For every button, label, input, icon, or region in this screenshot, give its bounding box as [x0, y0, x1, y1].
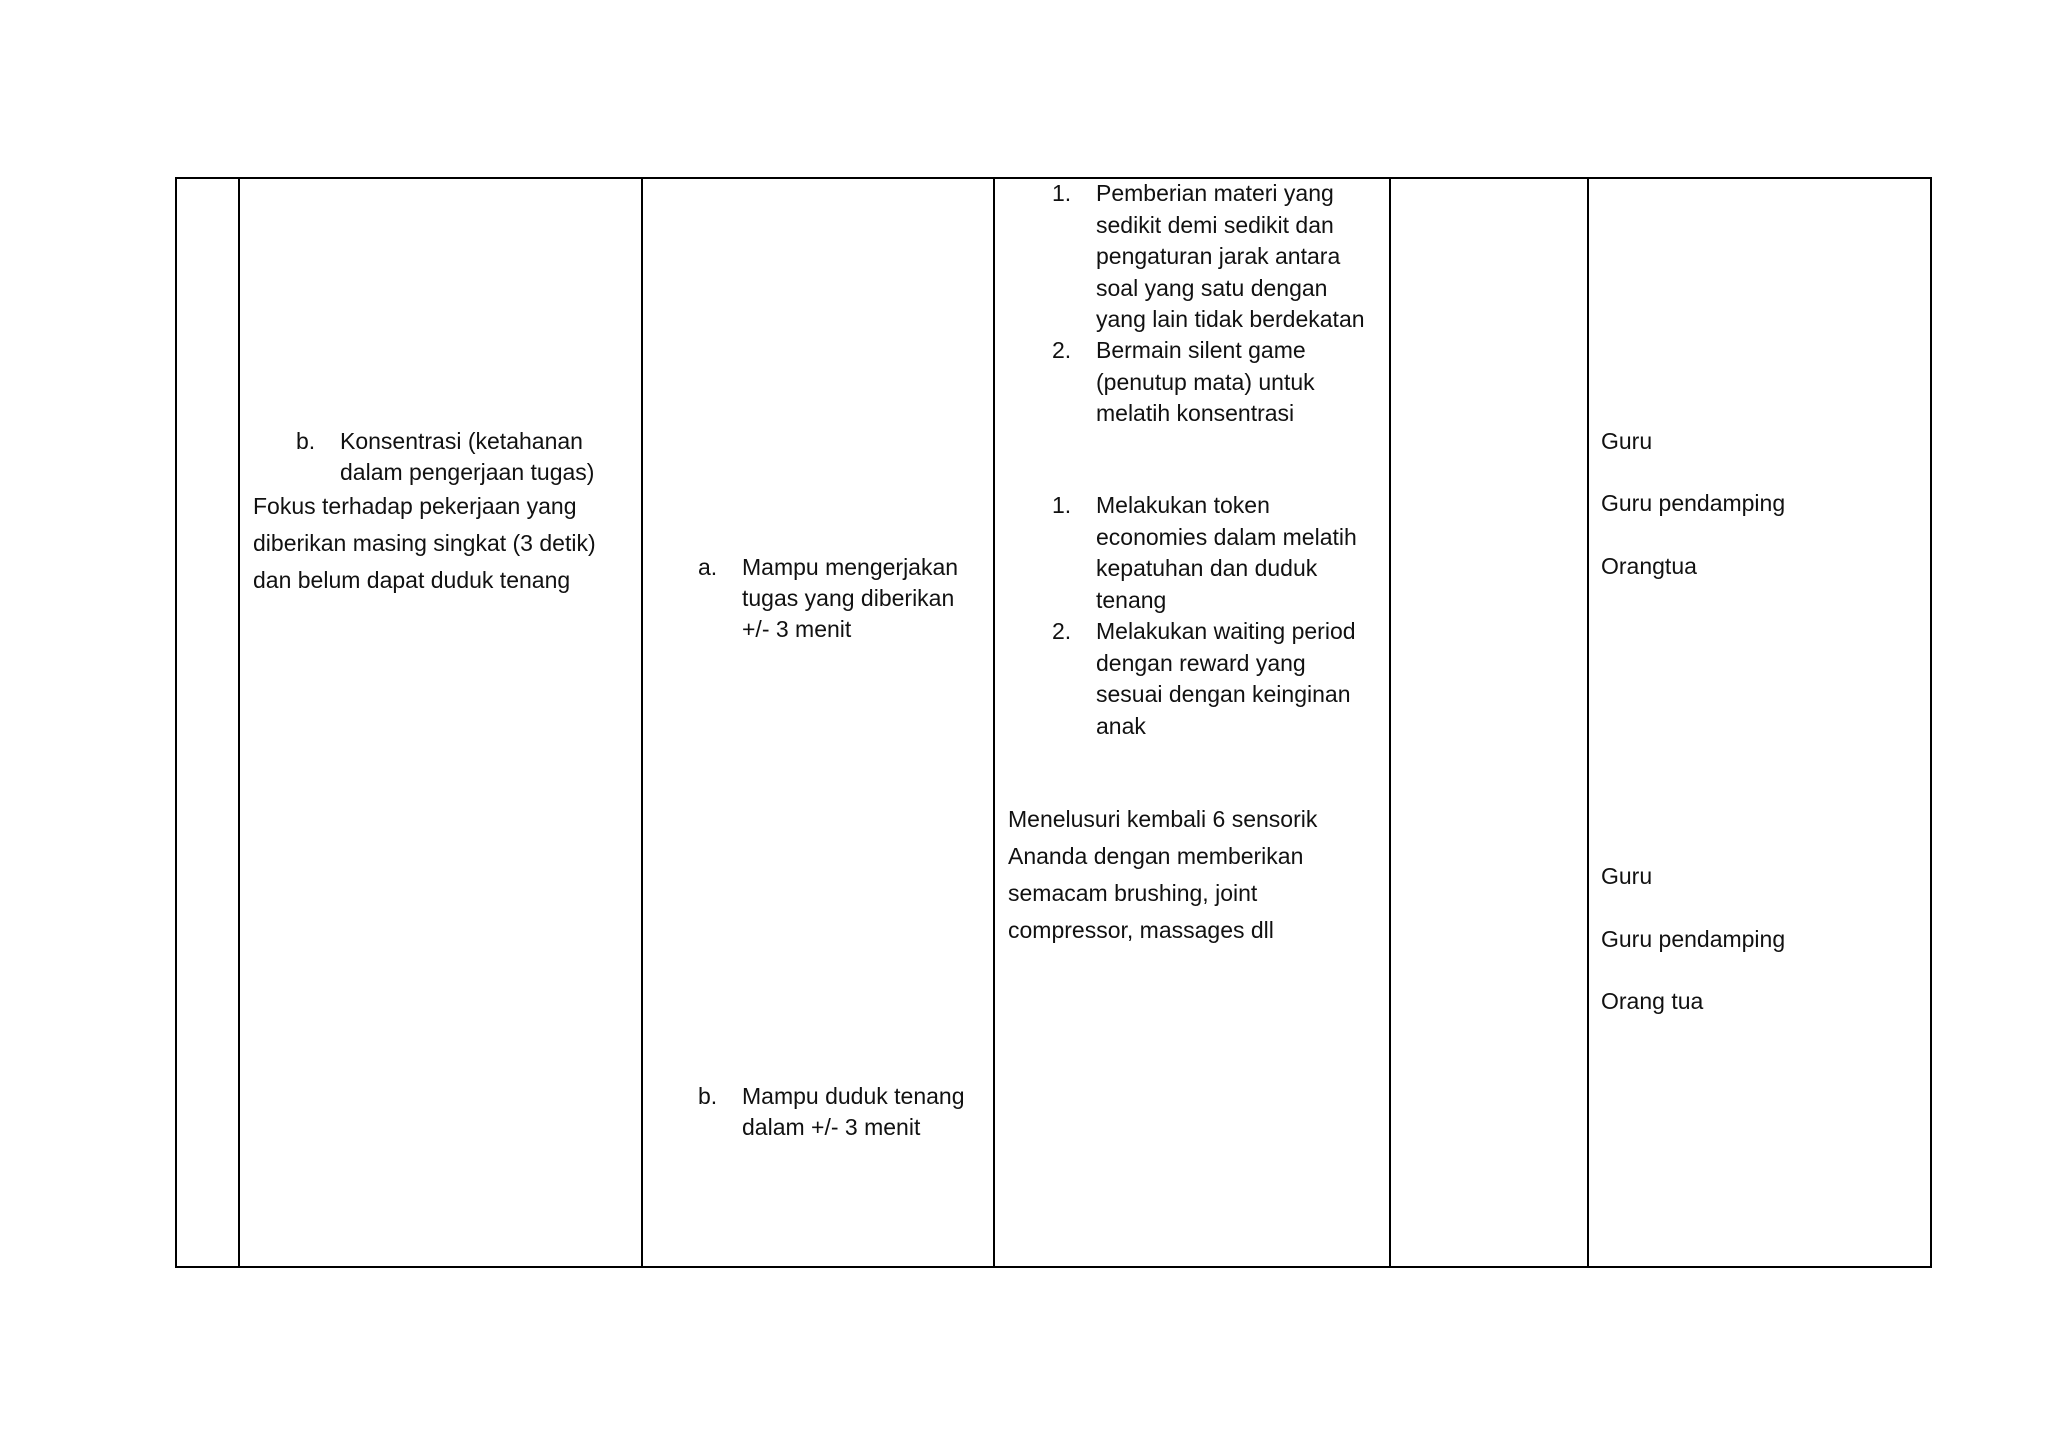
activity-line: kepatuhan dan duduk [1096, 555, 1318, 581]
list-marker: b. [698, 1083, 718, 1109]
activity-line: melatih konsentrasi [1096, 400, 1295, 426]
column-divider [993, 179, 995, 1266]
goal-line: tugas yang diberikan [742, 585, 955, 611]
list-marker: 2. [1052, 618, 1072, 644]
goal-line: Mampu duduk tenang [742, 1083, 965, 1109]
activity-line: economies dalam melatih [1096, 523, 1357, 550]
responsible-person: Guru [1601, 863, 1653, 889]
description-line: Fokus terhadap pekerjaan yang [253, 493, 577, 519]
activity-line: dengan reward yang [1096, 649, 1306, 676]
goal-line: +/- 3 menit [742, 616, 852, 642]
column-divider [1389, 179, 1391, 1266]
activity-line: anak [1096, 712, 1146, 739]
list-marker: b. [296, 428, 316, 454]
column-divider [238, 179, 240, 1266]
list-marker: 1. [1052, 492, 1072, 518]
activity-line: Pemberian materi yang [1096, 180, 1334, 206]
list-item-line: Konsentrasi (ketahanan [340, 428, 583, 454]
goal-line: Mampu mengerjakan [742, 554, 959, 580]
activity-line: (penutup mata) untuk [1096, 368, 1315, 395]
responsible-person: Guru [1601, 428, 1653, 454]
activity-paragraph-line: compressor, massages dll [1008, 917, 1274, 943]
description-line: diberikan masing singkat (3 detik) [253, 530, 596, 556]
description-line: dan belum dapat duduk tenang [253, 567, 571, 593]
activity-line: sedikit demi sedikit dan [1096, 211, 1334, 238]
column-divider [641, 179, 643, 1266]
list-marker: a. [698, 554, 718, 580]
responsible-person: Guru pendamping [1601, 490, 1786, 516]
activity-line: Melakukan token [1096, 492, 1270, 518]
responsible-person: Orangtua [1601, 553, 1697, 579]
activity-line: sesuai dengan keinginan [1096, 681, 1351, 707]
activity-line: Bermain silent game [1096, 337, 1306, 363]
activity-paragraph-line: Ananda dengan memberikan [1008, 843, 1304, 869]
activity-line: Melakukan waiting period [1096, 618, 1356, 644]
activity-line: yang lain tidak berdekatan [1096, 306, 1365, 332]
column-divider [1587, 179, 1589, 1266]
list-marker: 2. [1052, 337, 1072, 363]
list-marker: 1. [1052, 180, 1072, 206]
goal-line: dalam +/- 3 menit [742, 1114, 921, 1140]
responsible-person: Guru pendamping [1601, 926, 1786, 952]
activity-line: tenang [1096, 586, 1167, 613]
responsible-person: Orang tua [1601, 988, 1704, 1014]
list-item-line: dalam pengerjaan tugas) [340, 459, 595, 485]
activity-line: pengaturan jarak antara [1096, 243, 1341, 269]
activity-line: soal yang satu dengan [1096, 274, 1328, 301]
activity-paragraph-line: semacam brushing, joint [1008, 880, 1258, 906]
activity-paragraph-line: Menelusuri kembali 6 sensorik [1008, 806, 1318, 832]
